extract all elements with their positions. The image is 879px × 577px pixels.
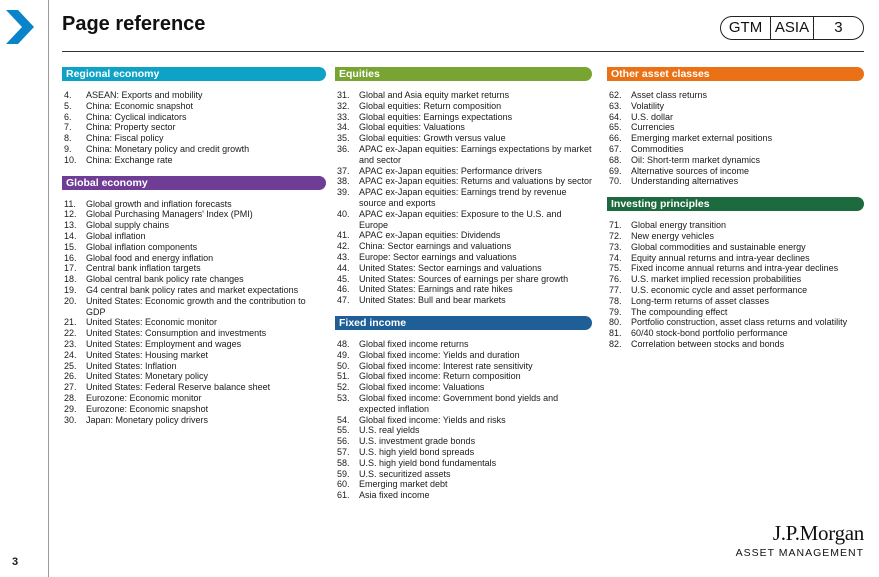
item-number: 12. — [64, 209, 77, 220]
list-item — [335, 187, 592, 209]
list-item — [607, 144, 864, 155]
item-number: 68. — [609, 154, 622, 165]
item-title: Central bank inflation targets — [86, 263, 201, 274]
list-item — [335, 425, 592, 436]
item-number: 19. — [64, 284, 77, 295]
item-number: 37. — [337, 165, 350, 176]
item-number: 23. — [64, 338, 77, 349]
item-number: 27. — [64, 382, 77, 393]
item-title: Global equities: Growth versus value — [359, 133, 506, 144]
item-number: 54. — [337, 414, 350, 425]
item-number: 57. — [337, 446, 350, 457]
item-number: 58. — [337, 457, 350, 468]
list-item — [607, 242, 864, 253]
item-number: 14. — [64, 230, 77, 241]
list-item — [62, 328, 326, 339]
item-number: 20. — [64, 295, 77, 306]
item-title: Global fixed income: Government bond yields and expected inflation — [359, 392, 559, 414]
item-number: 67. — [609, 143, 622, 154]
list-item — [335, 144, 592, 166]
item-title: Global supply chains — [86, 220, 170, 231]
item-number: 65. — [609, 122, 622, 133]
item-number: 22. — [64, 328, 77, 339]
list-item — [335, 382, 592, 393]
list-item — [607, 274, 864, 285]
list-item — [335, 230, 592, 241]
logo-wordmark: J.P.Morgan — [772, 521, 864, 545]
item-title: U.S. investment grade bonds — [359, 436, 476, 447]
item-title: U.S. market implied recession probabilities — [631, 274, 802, 285]
item-number: 77. — [609, 284, 622, 295]
item-number: 71. — [609, 220, 622, 231]
item-number: 70. — [609, 176, 622, 187]
column-right — [607, 67, 864, 360]
item-title: U.S. securitized assets — [359, 468, 451, 479]
list-item — [62, 339, 326, 350]
item-title: United States: Employment and wages — [86, 338, 242, 349]
chevron-shape — [6, 10, 34, 44]
badge-region: ASIA — [770, 17, 814, 39]
item-title: United States: Sector earnings and valuations — [359, 262, 542, 273]
list-item — [335, 90, 592, 101]
badge-gtm: GTM — [728, 19, 763, 36]
list-item — [607, 176, 864, 187]
badge-page: 3 — [834, 19, 843, 36]
list-item — [335, 393, 592, 415]
list-item — [335, 458, 592, 469]
item-number: 5. — [64, 100, 72, 111]
item-number: 72. — [609, 230, 622, 241]
list-item — [607, 296, 864, 307]
page-reference-list — [607, 220, 864, 350]
list-item — [62, 350, 326, 361]
list-item — [607, 166, 864, 177]
item-title: Portfolio construction, asset class returns and volatility — [631, 317, 848, 328]
item-number: 78. — [609, 295, 622, 306]
list-item — [62, 263, 326, 274]
page-reference-list — [62, 199, 326, 426]
item-number: 8. — [64, 133, 72, 144]
item-title: China: Property sector — [86, 122, 176, 133]
item-title: China: Economic snapshot — [86, 100, 194, 111]
item-number: 33. — [337, 111, 350, 122]
item-number: 55. — [337, 425, 350, 436]
item-number: 40. — [337, 208, 350, 219]
item-title: ASEAN: Exports and mobility — [86, 90, 203, 100]
section-regional — [62, 67, 326, 166]
item-title: Long-term returns of asset classes — [631, 295, 770, 306]
item-number: 13. — [64, 220, 77, 231]
list-item — [62, 112, 326, 123]
list-item — [62, 209, 326, 220]
list-item — [335, 350, 592, 361]
item-title: APAC ex-Japan equities: Dividends — [359, 230, 501, 241]
list-item — [607, 263, 864, 274]
item-title: Global Purchasing Managers' Index (PMI) — [86, 209, 253, 220]
item-number: 24. — [64, 349, 77, 360]
item-title: United States: Federal Reserve balance sheet — [86, 382, 271, 393]
item-number: 79. — [609, 306, 622, 317]
item-title: Eurozone: Economic monitor — [86, 392, 202, 403]
item-number: 53. — [337, 392, 350, 403]
list-item — [335, 284, 592, 295]
list-item — [607, 307, 864, 318]
item-number: 46. — [337, 284, 350, 295]
item-title: Europe: Sector earnings and valuations — [359, 251, 517, 262]
item-title: United States: Earnings and rate hikes — [359, 284, 513, 295]
list-item — [335, 274, 592, 285]
list-item — [335, 361, 592, 372]
item-title: United States: Consumption and investments — [86, 328, 267, 339]
item-title: New energy vehicles — [631, 230, 715, 241]
list-item — [335, 112, 592, 123]
item-number: 17. — [64, 263, 77, 274]
list-item — [62, 122, 326, 133]
item-number: 36. — [337, 143, 350, 154]
item-number: 4. — [64, 90, 72, 100]
item-number: 82. — [609, 338, 622, 349]
item-number: 39. — [337, 187, 350, 198]
list-item — [62, 393, 326, 404]
list-item — [335, 263, 592, 274]
list-item — [607, 339, 864, 350]
list-item — [335, 166, 592, 177]
section-fixed-income — [335, 316, 592, 501]
item-number: 56. — [337, 436, 350, 447]
item-title: Alternative sources of income — [631, 165, 750, 176]
item-number: 66. — [609, 133, 622, 144]
item-number: 29. — [64, 403, 77, 414]
item-title: Global fixed income: Return composition — [359, 371, 521, 382]
item-number: 38. — [337, 176, 350, 187]
item-number: 15. — [64, 241, 77, 252]
item-number: 48. — [337, 338, 350, 349]
item-title: Commodities — [631, 143, 684, 154]
list-item — [62, 371, 326, 382]
item-number: 18. — [64, 274, 77, 285]
item-title: Global fixed income: Yields and risks — [359, 414, 506, 425]
item-number: 59. — [337, 468, 350, 479]
list-item — [335, 436, 592, 447]
item-title: Eurozone: Economic snapshot — [86, 403, 209, 414]
item-number: 21. — [64, 317, 77, 328]
list-item — [335, 415, 592, 426]
item-title: Volatility — [631, 100, 665, 111]
item-number: 45. — [337, 273, 350, 284]
item-title: U.S. economic cycle and asset performance — [631, 284, 808, 295]
column-left — [62, 67, 326, 435]
page-reference-list — [62, 90, 326, 166]
item-title: The compounding effect — [631, 306, 728, 317]
list-item — [607, 133, 864, 144]
item-number: 73. — [609, 241, 622, 252]
item-title: Global equities: Valuations — [359, 122, 465, 133]
list-item — [607, 231, 864, 242]
item-title: Understanding alternatives — [631, 176, 739, 187]
list-item — [62, 404, 326, 415]
chevron-right-icon — [6, 10, 34, 44]
item-title: Global commodities and sustainable energy — [631, 241, 806, 252]
list-item — [335, 295, 592, 306]
list-item — [62, 253, 326, 264]
list-item — [62, 144, 326, 155]
item-number: 62. — [609, 90, 622, 100]
item-title: Asset class returns — [631, 90, 708, 100]
item-title: United States: Sources of earnings per share growth — [359, 273, 569, 284]
item-number: 51. — [337, 371, 350, 382]
item-number: 75. — [609, 263, 622, 274]
item-title: United States: Housing market — [86, 349, 209, 360]
list-item — [607, 155, 864, 166]
item-title: Fixed income annual returns and intra-year declines — [631, 263, 839, 274]
item-title: United States: Monetary policy — [86, 371, 209, 382]
list-item — [335, 241, 592, 252]
list-item — [335, 490, 592, 501]
item-title: U.S. high yield bond fundamentals — [359, 457, 497, 468]
title-divider — [62, 51, 864, 52]
item-title: 60/40 stock-bond portfolio performance — [631, 328, 788, 339]
item-title: Equity annual returns and intra-year declines — [631, 252, 810, 263]
item-title: China: Monetary policy and credit growth — [86, 143, 250, 154]
item-title: APAC ex-Japan equities: Earnings trend by revenue source and exports — [359, 187, 567, 208]
section-header: Regional economy — [62, 67, 326, 81]
list-item — [62, 317, 326, 328]
section-header: Investing principles — [607, 197, 864, 211]
section-other — [607, 67, 864, 187]
item-number: 16. — [64, 252, 77, 263]
item-title: Global fixed income returns — [359, 338, 469, 349]
list-item — [62, 133, 326, 144]
item-title: China: Exchange rate — [86, 154, 173, 165]
list-item — [607, 328, 864, 339]
item-title: APAC ex-Japan equities: Exposure to the U.S. and Europe — [359, 208, 562, 230]
list-item — [607, 253, 864, 264]
item-number: 9. — [64, 143, 72, 154]
list-item — [62, 296, 326, 318]
item-title: Global energy transition — [631, 220, 727, 231]
list-item — [607, 101, 864, 112]
list-item — [607, 122, 864, 133]
item-title: United States: Economic growth and the contribution to GDP — [86, 295, 306, 317]
item-number: 30. — [64, 414, 77, 425]
item-number: 25. — [64, 360, 77, 371]
item-title: U.S. high yield bond spreads — [359, 446, 475, 457]
item-number: 11. — [64, 198, 76, 209]
list-item — [62, 231, 326, 242]
list-item — [62, 361, 326, 372]
section-header: Global economy — [62, 176, 326, 190]
list-item — [335, 479, 592, 490]
item-title: U.S. dollar — [631, 111, 674, 122]
list-item — [62, 285, 326, 296]
item-number: 44. — [337, 262, 350, 273]
item-number: 81. — [609, 328, 622, 339]
list-item — [335, 133, 592, 144]
list-item — [335, 101, 592, 112]
item-title: United States: Inflation — [86, 360, 177, 371]
logo-subtitle: ASSET MANAGEMENT — [735, 547, 864, 559]
list-item — [62, 90, 326, 101]
section-header: Fixed income — [335, 316, 592, 330]
list-item — [335, 469, 592, 480]
page-reference-list — [335, 339, 592, 501]
list-item — [335, 339, 592, 350]
item-title: United States: Bull and bear markets — [359, 295, 506, 306]
item-title: Global food and energy inflation — [86, 252, 214, 263]
item-title: China: Sector earnings and valuations — [359, 241, 512, 252]
item-title: APAC ex-Japan equities: Performance drivers — [359, 165, 542, 176]
item-number: 69. — [609, 165, 622, 176]
item-number: 63. — [609, 100, 622, 111]
list-item — [335, 371, 592, 382]
column-middle — [335, 67, 592, 511]
item-title: Currencies — [631, 122, 675, 133]
item-number: 64. — [609, 111, 622, 122]
list-item — [607, 90, 864, 101]
item-number: 49. — [337, 349, 350, 360]
item-title: U.S. real yields — [359, 425, 420, 436]
list-item — [607, 285, 864, 296]
item-title: Global fixed income: Interest rate sensitivity — [359, 360, 533, 371]
list-item — [62, 415, 326, 426]
item-number: 34. — [337, 122, 350, 133]
jpmorgan-logo — [732, 521, 864, 560]
item-title: Emerging market external positions — [631, 133, 773, 144]
item-title: China: Fiscal policy — [86, 133, 164, 144]
page-number: 3 — [12, 556, 19, 568]
page-reference-list — [335, 90, 592, 306]
page-reference-list — [607, 90, 864, 187]
gtm-badge — [720, 16, 864, 40]
item-number: 76. — [609, 274, 622, 285]
item-number: 35. — [337, 133, 350, 144]
list-item — [62, 155, 326, 166]
item-title: Global inflation components — [86, 241, 198, 252]
section-header: Equities — [335, 67, 592, 81]
section-equities — [335, 67, 592, 306]
list-item — [607, 112, 864, 123]
list-item — [335, 209, 592, 231]
item-number: 47. — [337, 295, 350, 306]
section-header: Other asset classes — [607, 67, 864, 81]
item-title: Global inflation — [86, 230, 146, 241]
item-title: Global central bank policy rate changes — [86, 274, 244, 285]
item-number: 41. — [337, 230, 350, 241]
item-title: Global growth and inflation forecasts — [86, 198, 232, 209]
item-title: APAC ex-Japan equities: Returns and valuations by sector — [359, 176, 592, 187]
item-number: 60. — [337, 479, 350, 490]
item-title: Global fixed income: Yields and duration — [359, 349, 520, 360]
section-investing — [607, 197, 864, 350]
list-item — [62, 382, 326, 393]
list-item — [607, 317, 864, 328]
item-title: United States: Economic monitor — [86, 317, 218, 328]
item-number: 52. — [337, 382, 350, 393]
item-number: 26. — [64, 371, 77, 382]
page-title: Page reference — [62, 13, 206, 35]
list-item — [607, 220, 864, 231]
item-title: Correlation between stocks and bonds — [631, 338, 785, 349]
item-title: G4 central bank policy rates and market expectations — [86, 284, 299, 295]
item-number: 80. — [609, 317, 622, 328]
item-title: Global and Asia equity market returns — [359, 90, 510, 100]
list-item — [335, 122, 592, 133]
item-number: 43. — [337, 251, 350, 262]
list-item — [62, 199, 326, 210]
item-title: Japan: Monetary policy drivers — [86, 414, 209, 425]
item-number: 74. — [609, 252, 622, 263]
item-title: Asia fixed income — [359, 490, 430, 501]
item-title: Emerging market debt — [359, 479, 448, 490]
list-item — [62, 220, 326, 231]
item-number: 7. — [64, 122, 72, 133]
item-title: Global fixed income: Valuations — [359, 382, 485, 393]
list-item — [62, 274, 326, 285]
section-global — [62, 176, 326, 426]
list-item — [62, 242, 326, 253]
list-item — [335, 252, 592, 263]
item-title: Global equities: Earnings expectations — [359, 111, 513, 122]
list-item — [335, 176, 592, 187]
item-number: 6. — [64, 111, 72, 122]
item-number: 61. — [337, 490, 350, 501]
item-number: 32. — [337, 100, 350, 111]
item-title: Oil: Short-term market dynamics — [631, 154, 761, 165]
item-number: 28. — [64, 392, 77, 403]
item-number: 50. — [337, 360, 350, 371]
list-item — [62, 101, 326, 112]
item-title: China: Cyclical indicators — [86, 111, 187, 122]
item-number: 42. — [337, 241, 350, 252]
item-title: Global equities: Return composition — [359, 100, 502, 111]
item-number: 31. — [337, 90, 350, 100]
item-title: APAC ex-Japan equities: Earnings expectations by market and sector — [359, 143, 592, 165]
left-divider — [48, 0, 49, 577]
list-item — [335, 447, 592, 458]
item-number: 10. — [64, 154, 77, 165]
